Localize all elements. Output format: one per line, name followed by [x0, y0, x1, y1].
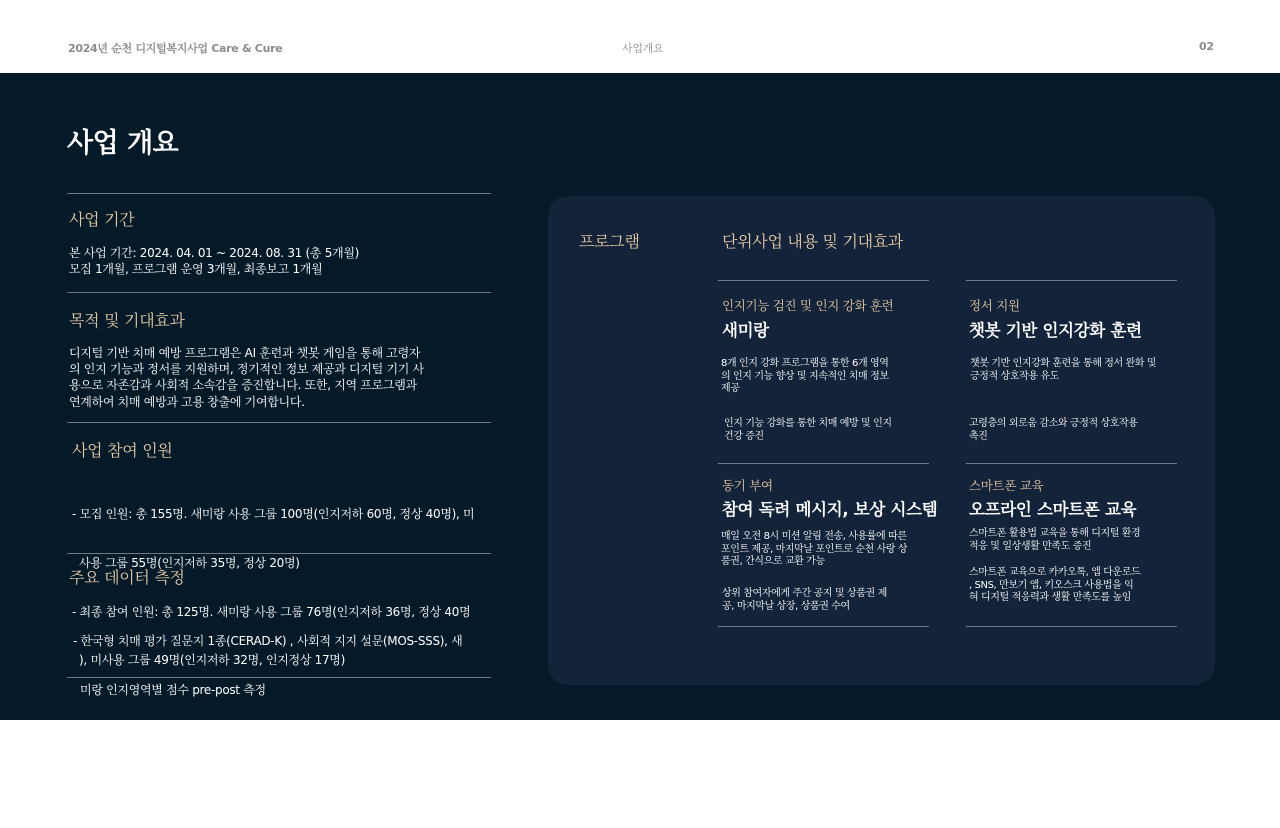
divider	[67, 193, 491, 194]
card-effect	[969, 567, 1140, 605]
purpose-body	[69, 345, 424, 410]
card-divider	[718, 626, 929, 627]
card-divider	[966, 626, 1177, 627]
divider	[67, 292, 491, 293]
purpose-line: 용으로 자존감과 사회적 소속감을 증진합니다. 또한, 지역 프로그램과	[69, 378, 417, 393]
data-line: - 새미랑 참여자 참여율 로그 데이터	[73, 780, 253, 795]
card-title: 참여 독려 메시지, 보상 시스템	[722, 500, 938, 519]
divider	[67, 422, 491, 423]
card-text-line: 품권, 간식으로 교환 가능	[721, 556, 825, 568]
card-title: 새미랑	[722, 321, 769, 340]
card-text-line: 혀 디지털 적응력과 생활 만족도를 높임	[969, 592, 1132, 604]
participants-title: 사업 참여 인원	[72, 441, 173, 460]
card-text-line: 공, 마지막날 상장, 상품권 수여	[722, 600, 850, 612]
data-line: 미랑 인지영역별 점수 pre-post 측정	[73, 683, 266, 698]
data-title: 주요 데이터 측정	[69, 568, 185, 587]
card-text-line: 스마트폰 교육으로 카카오톡, 앱 다운로드	[969, 567, 1141, 578]
page-number: 02	[1199, 40, 1214, 53]
period-line: 모집 1개월, 프로그램 운영 3개월, 최종보고 1개월	[69, 262, 323, 277]
header-section-name: 사업개요	[622, 42, 664, 55]
purpose-title: 목적 및 기대효과	[69, 311, 185, 330]
card-text-line: 매일 오전 8시 미션 알림 전송, 사용률에 따른	[721, 531, 907, 542]
card-divider	[966, 463, 1177, 464]
card-text-line: 제공	[721, 383, 740, 395]
slide-header	[0, 0, 1280, 73]
card-category: 동기 부여	[722, 478, 773, 493]
card-divider	[718, 280, 929, 281]
participants-line: - 최종 참여 인원: 총 125명. 새미랑 사용 그룹 76명(인지저하 36명, 정상 40명	[72, 604, 471, 619]
participants-line: ), 미사용 그룹 49명(인지저하 32명, 인지정상 17명)	[72, 653, 345, 668]
card-text-line: 인지 기능 강화를 통한 치매 예방 및 인지	[724, 418, 892, 429]
card-effect	[722, 588, 887, 613]
data-body	[73, 601, 462, 828]
card-title: 오프라인 스마트폰 교육	[969, 500, 1137, 519]
purpose-line: 연계하여 치매 예방과 고용 창출에 기여합니다.	[69, 394, 305, 409]
card-category: 인지기능 검진 및 인지 강화 훈련	[722, 298, 894, 313]
data-line: - 한국형 치매 평가 질문지 1종(CERAD-K) , 사회적 지지 설문(MOS-SSS), 새	[73, 634, 463, 649]
card-effect	[724, 418, 892, 443]
card-text-line: 건강 증진	[724, 430, 764, 442]
card-title: 챗봇 기반 인지강화 훈련	[969, 321, 1142, 340]
card-description	[970, 358, 1156, 383]
period-title: 사업 기간	[69, 210, 135, 229]
card-text-line: 스마트폰 활용법 교육을 통해 디지털 환경	[969, 528, 1141, 539]
card-text-line: 포인트 제공, 마지막날 포인트로 순천 사랑 상	[721, 543, 908, 555]
card-category: 정서 지원	[969, 298, 1020, 313]
period-body	[69, 245, 359, 277]
card-text-line: 8개 인지 강화 프로그램을 통한 6개 영역	[721, 358, 889, 369]
period-line: 본 사업 기간: 2024. 04. 01 ~ 2024. 08. 31 (총 5개월)	[69, 246, 360, 260]
card-category: 스마트폰 교육	[969, 478, 1044, 493]
card-description	[721, 531, 907, 569]
card-text-line: 챗봇 기반 인지강화 훈련을 통해 정서 완화 및	[970, 358, 1157, 369]
participants-line: 사용 그룹 55명(인지저하 35명, 정상 20명)	[72, 556, 300, 571]
card-description	[969, 528, 1140, 553]
card-text-line: , SNS, 만보기 앱, 키오스크 사용법을 익	[969, 579, 1134, 591]
program-label: 프로그램	[579, 232, 640, 251]
program-heading: 단위사업 내용 및 기대효과	[722, 232, 904, 251]
data-line: - 새미랑 인지기능 강화 게임 8종 사용 로그 데이터	[73, 731, 328, 746]
card-text-line: 고령층의 외로움 감소와 긍정적 상호작용	[969, 418, 1138, 429]
header-project-title: 2024년 순천 디지털복지사업 Care & Cure	[68, 42, 283, 55]
card-description	[721, 358, 889, 396]
participants-line: - 모집 인원: 총 155명. 새미랑 사용 그룹 100명(인지저하 60명, 정상 40명), 미	[72, 507, 475, 522]
card-text-line: 촉진	[969, 430, 988, 442]
card-text-line: 긍정적 상호작용 유도	[970, 370, 1059, 382]
page-title: 사업 개요	[67, 128, 179, 159]
card-text-line: 상위 참여자에게 주간 공지 및 상품권 제	[722, 588, 887, 599]
card-effect	[969, 418, 1138, 443]
program-panel	[548, 196, 1215, 685]
card-text-line: 의 인지 기능 향상 및 지속적인 치매 정보	[721, 370, 889, 382]
divider	[67, 677, 491, 678]
card-divider	[718, 463, 929, 464]
divider	[67, 553, 491, 554]
card-text-line: 적응 및 일상생활 만족도 증진	[969, 540, 1092, 552]
slide-body	[0, 73, 1280, 795]
purpose-line: 디지털 기반 치매 예방 프로그램은 AI 훈련과 챗봇 게임을 통해 고령자	[69, 346, 421, 360]
card-divider	[966, 280, 1177, 281]
purpose-line: 의 인지 기능과 정서를 지원하며, 정기적인 정보 제공과 디지털 기기 사	[69, 362, 424, 377]
